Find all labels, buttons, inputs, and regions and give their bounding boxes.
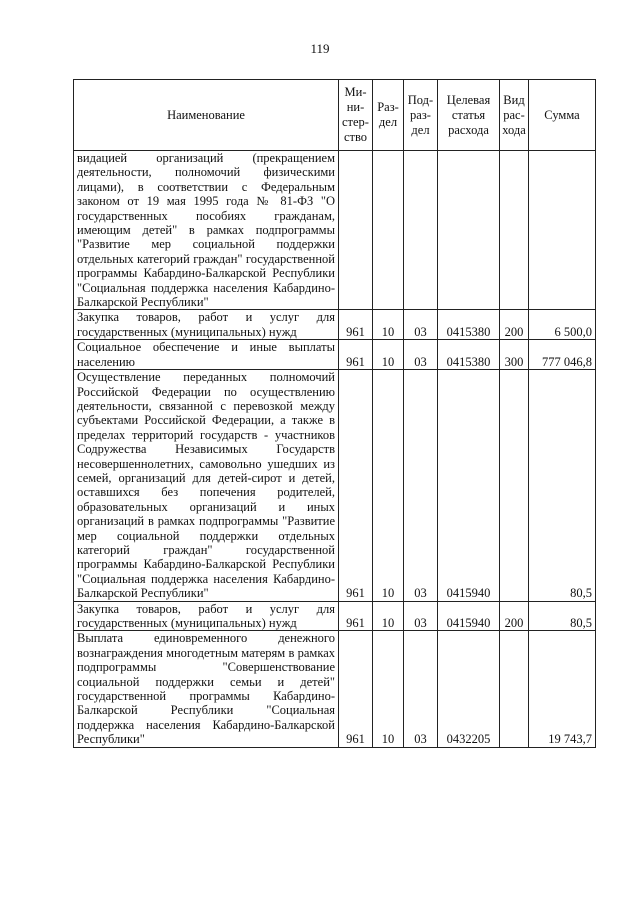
header-name: Наименование (74, 80, 339, 151)
row-name: Осуществление переданных полномочий Российской Федерации по осуществлению деятельности, связанной с перевозкой между субъектами Российской Федерации, а также в пределах территорий государств - участников Содружества Независимых Государств несовершеннолетних, самовольно ушедших из семей, организаций для детей-сирот и детей, оставшихся без попечения родителей, образовательных организаций и иных организаций в рамках подпрограммы "Развитие мер социальной поддержки отдельных категорий граждан" государственной программы Кабардино-Балкарской Республики "Социальная поддержка населения Кабардино-Балкарской Республики" (74, 370, 339, 602)
row-section (373, 151, 404, 310)
row-name: видацией организаций (прекращением деятельности, полномочий физическими лицами), в соответствии с Федеральным законом от 19 мая 1995 года № 81-ФЗ "О государственных пособиях гражданам, имеющим детей" в рамках подпрограммы "Развитие мер социальной поддержки отдельных категорий граждан" государственной программы Кабардино-Балкарской Республики "Социальная поддержка населения Кабардино-Балкарской Республики" (74, 151, 339, 310)
row-target: 0432205 (438, 631, 500, 747)
budget-table (73, 79, 596, 748)
row-ministry: 961 (339, 370, 373, 602)
row-name: Закупка товаров, работ и услуг для государственных (муниципальных) нужд (74, 310, 339, 340)
table-row (74, 310, 596, 340)
row-ministry: 961 (339, 310, 373, 340)
row-expense-type (500, 631, 529, 747)
table-row (74, 601, 596, 631)
row-amount: 19 743,7 (529, 631, 596, 747)
row-name: Выплата единовременного денежного вознаграждения многодетным матерям в рамках подпрограммы "Совершенствование социальной поддержки семьи и детей" государственной программы Кабардино-Балкарской Республики "Социальная поддержка населения Кабардино-Балкарской Республики" (74, 631, 339, 747)
table-row (74, 631, 596, 747)
page-number: 119 (310, 41, 330, 56)
row-expense-type: 200 (500, 310, 529, 340)
row-ministry: 961 (339, 340, 373, 370)
row-expense-type (500, 151, 529, 310)
header-section: Раз- дел (373, 80, 404, 151)
row-amount (529, 151, 596, 310)
header-expense-type: Вид рас- хода (500, 80, 529, 151)
table-row (74, 370, 596, 602)
header-amount: Сумма (529, 80, 596, 151)
row-subsection: 03 (404, 631, 438, 747)
header-row (74, 80, 596, 151)
row-subsection: 03 (404, 340, 438, 370)
row-section: 10 (373, 340, 404, 370)
header-subsection: Под- раз- дел (404, 80, 438, 151)
header-ministry: Ми- ни- стер- ство (339, 80, 373, 151)
row-target: 0415940 (438, 370, 500, 602)
row-amount: 6 500,0 (529, 310, 596, 340)
header-target: Целевая статья расхода (438, 80, 500, 151)
table-row (74, 340, 596, 370)
row-subsection (404, 151, 438, 310)
row-subsection: 03 (404, 601, 438, 631)
row-section: 10 (373, 310, 404, 340)
row-name: Социальное обеспечение и иные выплаты населению (74, 340, 339, 370)
row-expense-type: 200 (500, 601, 529, 631)
row-expense-type (500, 370, 529, 602)
row-amount: 80,5 (529, 601, 596, 631)
row-ministry: 961 (339, 601, 373, 631)
row-target: 0415380 (438, 310, 500, 340)
row-target (438, 151, 500, 310)
row-expense-type: 300 (500, 340, 529, 370)
table-row (74, 151, 596, 310)
row-amount: 80,5 (529, 370, 596, 602)
row-section: 10 (373, 601, 404, 631)
row-ministry (339, 151, 373, 310)
row-name: Закупка товаров, работ и услуг для государственных (муниципальных) нужд (74, 601, 339, 631)
row-amount: 777 046,8 (529, 340, 596, 370)
row-target: 0415940 (438, 601, 500, 631)
row-section: 10 (373, 370, 404, 602)
row-ministry: 961 (339, 631, 373, 747)
row-subsection: 03 (404, 370, 438, 602)
row-subsection: 03 (404, 310, 438, 340)
row-target: 0415380 (438, 340, 500, 370)
row-section: 10 (373, 631, 404, 747)
